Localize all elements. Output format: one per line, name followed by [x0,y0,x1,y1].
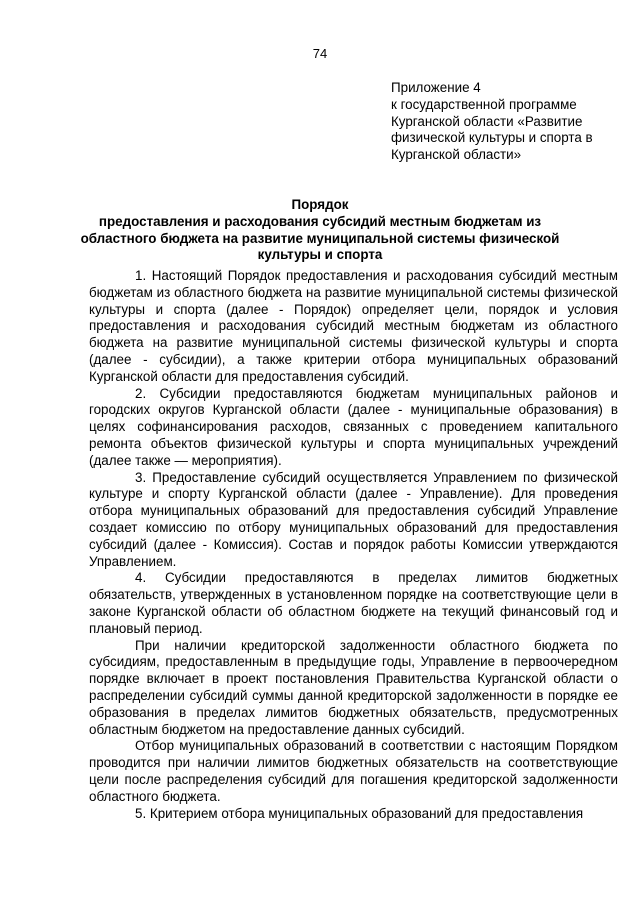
paragraph-2: 2. Субсидии предоставляются бюджетам муниципальных районов и городских округов Курганской области (далее - муниципальные образования) в целях софинансирования расходов, связанных с проведением капитального ремонта объектов физической культуры и спорта муниципальных учреждений (далее также — мероприятия). [89,385,618,468]
paragraph-4: 4. Субсидии предоставляются в пределах лимитов бюджетных обязательств, утвержденных в установленном порядке на соответствующие цели в законе Курганской области об областном бюджете на текущий финансовый год и плановый период. [89,570,618,636]
document-body [89,268,618,822]
document-title [60,197,580,264]
title-line: культуры и спорта [257,247,383,263]
paragraph-3: 3. Предоставление субсидий осуществляется Управлением по физической культуре и спорту Курганской области (далее - Управление). Для проведения отбора муниципальных образований для предоставления субсидий Управление создает комиссию по отбору муниципальных образований для предоставления субсидий (далее - Комиссия). Состав и порядок работы Комиссии утверждаются Управлением. [89,469,618,569]
appendix-line: физической культуры и спорта в [391,130,593,146]
paragraph-5: 5. Критерием отбора муниципальных образований для предоставления [135,805,584,821]
page-number: 74 [312,46,328,61]
appendix-line: Курганской области» [391,147,522,163]
title-line: Порядок [291,197,349,212]
title-line: предоставления и расходования субсидий местным бюджетам из [98,213,542,229]
appendix-line: Курганской области «Развитие [391,113,583,129]
paragraph-4-selection: Отбор муниципальных образований в соответствии с настоящим Порядком проводится при наличии лимитов бюджетных обязательств на соответствующие цели после распределения субсидий для погашения кредиторской задолженности областного бюджета. [89,738,618,804]
paragraph-1: 1. Настоящий Порядок предоставления и расходования субсидий местным бюджетам из областного бюджета на развитие муниципальной системы физической культуры и спорта (далее - Порядок) определяет цели, порядок и условия предоставления и расходования субсидий местным бюджетам из областного бюджета на развитие муниципальной системы физической культуры и спорта (далее - субсидии), а также критерии отбора муниципальных образований Курганской области для предоставления субсидий. [89,268,618,384]
paragraph-4-creditor-debt: При наличии кредиторской задолженности областного бюджета по субсидиям, предоставленным в предыдущие годы, Управление в первоочередном порядке включает в проект постановления Правительства Курганской области о распределении субсидий суммы данной кредиторской задолженности в порядке ее образования в пределах лимитов бюджетных обязательств, предусмотренных областным бюджетом на предоставление данных субсидий. [89,637,618,737]
appendix-line: к государственной программе [391,96,577,112]
appendix-header [391,80,626,164]
title-line: областного бюджета на развитие муниципальной системы физической [80,230,560,246]
appendix-line: Приложение 4 [391,80,481,95]
